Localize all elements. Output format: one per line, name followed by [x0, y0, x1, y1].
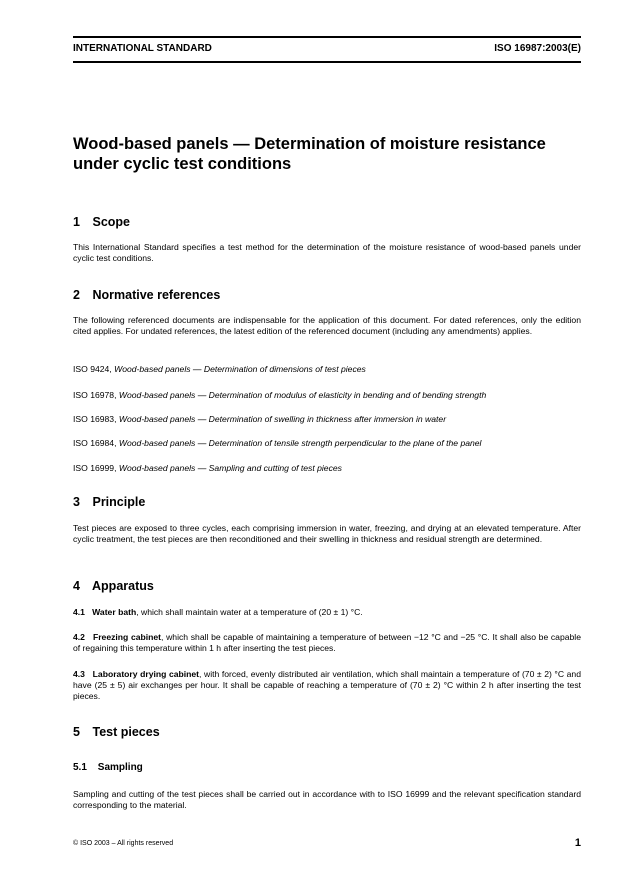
principle-paragraph: Test pieces are exposed to three cycles, each comprising immersion in water, freezing, and drying at an elevated temperature. After cyclic treatment, the test pieces are then reconditioned and their swelling in thickness and residual strength are determined. [73, 523, 581, 544]
apparatus-item-drying-cabinet [73, 669, 581, 702]
section-heading-principle [73, 495, 581, 510]
apparatus-item-water-bath [73, 607, 581, 618]
clause-term: Freezing cabinet [92, 632, 162, 642]
section-number: 2 [73, 288, 80, 302]
reference-code: ISO 16978, [73, 390, 119, 400]
clause-number: 4.1 [73, 607, 85, 617]
section-title: Principle [92, 495, 146, 509]
subsection-heading-sampling [73, 762, 581, 774]
section-heading-normative-references [73, 288, 581, 303]
clause-text: , which shall be capable of maintaining a temperature of between −12 °C and −25 °C. It shall also be capable of regaining this temperature within 1 h after inserting the test pieces. [73, 632, 581, 653]
reference-code: ISO 16999, [73, 463, 119, 473]
clause-number: 4.3 [73, 669, 85, 679]
reference-code: ISO 9424, [73, 364, 115, 374]
header-standard-number: ISO 16987:2003(E) [494, 43, 581, 54]
section-number: 1 [73, 215, 80, 229]
section-heading-test-pieces [73, 725, 581, 740]
section-heading-scope [73, 215, 581, 230]
scope-paragraph: This International Standard specifies a test method for the determination of the moisture resistance of wood-based panels under cyclic test conditions. [73, 242, 581, 263]
reference-item [73, 390, 581, 401]
subsection-number: 5.1 [73, 762, 87, 773]
reference-item [73, 364, 581, 375]
clause-term: Water bath [92, 607, 137, 617]
reference-title: Wood-based panels — Determination of tensile strength perpendicular to the plane of the panel [118, 438, 482, 448]
section-title: Normative references [92, 288, 221, 302]
section-title: Apparatus [92, 579, 154, 593]
section-title: Test pieces [92, 725, 160, 739]
section-title: Scope [92, 215, 130, 229]
header-bottom-rule [73, 61, 581, 63]
clause-term: Laboratory drying cabinet [92, 669, 200, 679]
reference-title: Wood-based panels — Sampling and cutting of test pieces [118, 463, 342, 473]
section-number: 3 [73, 495, 80, 509]
section-heading-apparatus [73, 579, 581, 594]
reference-code: ISO 16983, [73, 414, 119, 424]
normative-references-paragraph: The following referenced documents are indispensable for the application of this document. For dated references, only the edition cited applies. For undated references, the latest edition of the referenced document (including any amendments) applies. [73, 315, 581, 336]
header-top-rule [73, 36, 581, 38]
clause-text: , with forced, evenly distributed air ventilation, which shall maintain a temperature of (70 ± 2) °C and have (25 ± 5) air exchanges per hour. It shall be capable of reaching a temperature of (70 ± 2) °C within 2 h after inserting the test pieces. [73, 669, 581, 701]
reference-title: Wood-based panels — Determination of modulus of elasticity in bending and of bending strength [118, 390, 487, 400]
subsection-title: Sampling [97, 762, 143, 773]
section-number: 5 [73, 725, 80, 739]
reference-title: Wood-based panels — Determination of swelling in thickness after immersion in water [118, 414, 447, 424]
reference-title: Wood-based panels — Determination of dimensions of test pieces [114, 364, 366, 374]
reference-code: ISO 16984, [73, 438, 119, 448]
header-standard-type: INTERNATIONAL STANDARD [73, 43, 212, 54]
reference-item [73, 438, 581, 449]
apparatus-item-freezing-cabinet [73, 632, 581, 654]
reference-item [73, 463, 581, 474]
section-number: 4 [73, 579, 80, 593]
footer-copyright: © ISO 2003 – All rights reserved [73, 840, 174, 847]
document-title: Wood-based panels — Determination of moisture resistance under cyclic test conditions [73, 135, 546, 173]
clause-text: , which shall maintain water at a temperature of (20 ± 1) °C. [136, 607, 363, 617]
sampling-paragraph: Sampling and cutting of the test pieces shall be carried out in accordance with to ISO 16999 and the relevant specification standard corresponding to the material. [73, 789, 581, 810]
clause-number: 4.2 [73, 632, 85, 642]
reference-item [73, 414, 581, 425]
page-number: 1 [574, 837, 581, 849]
